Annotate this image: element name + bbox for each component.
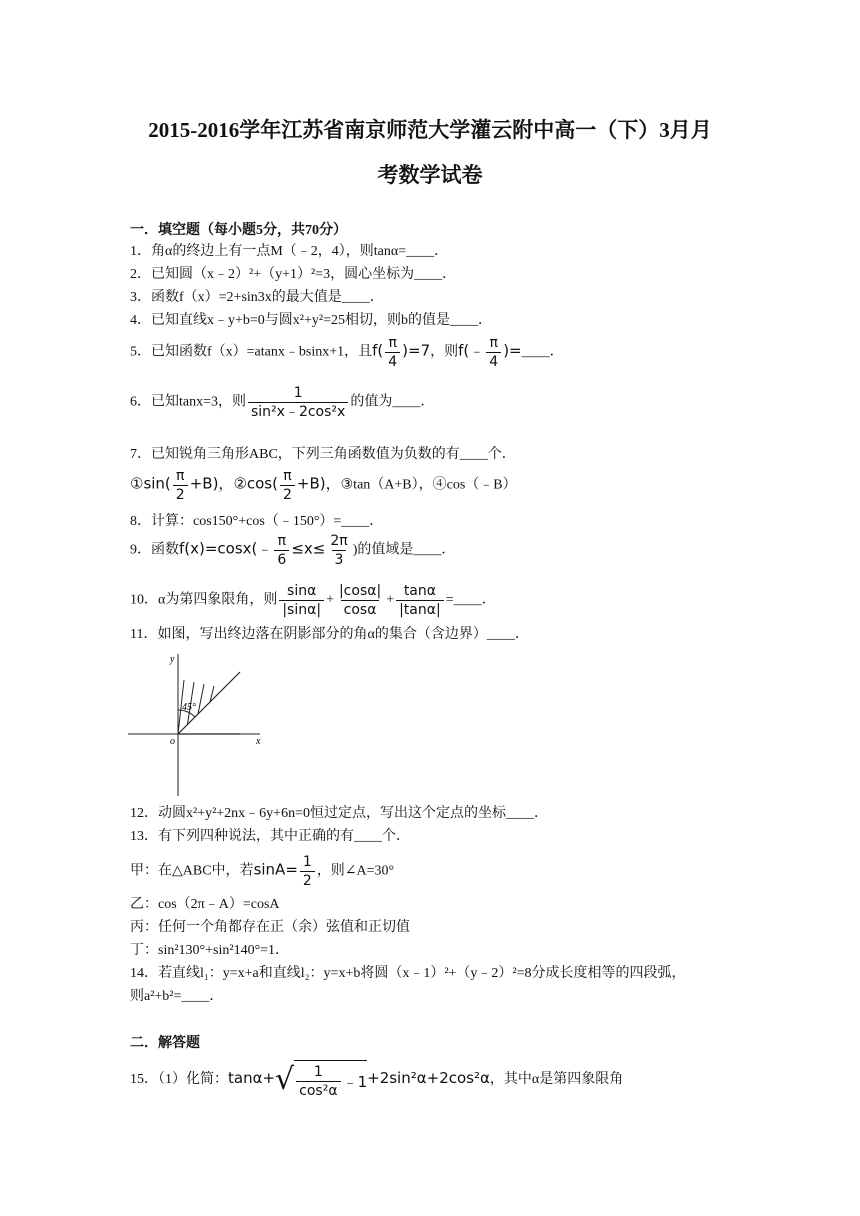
q7-two-1: 2 (173, 485, 188, 504)
origin-label: o (170, 736, 175, 747)
q5-four-2: 4 (486, 352, 501, 371)
q7-frac-2 (280, 467, 295, 504)
question-15 (130, 1060, 623, 1100)
q9-pi: π (277, 533, 287, 549)
q7-item2-pre: ②cos( (233, 474, 278, 493)
q9-twopi: 2π (330, 533, 348, 549)
q15-suffix: ，其中α是第四象限角 (489, 1072, 624, 1088)
question-10 (130, 582, 496, 619)
section-fill-in-heading: 一．填空题（每小题5分，共70分） (130, 223, 347, 238)
q5-four: 4 (385, 352, 400, 371)
question-3: 3．函数f（x）=2+sin3x的最大值是____． (130, 290, 384, 305)
q6-den: sin²x﹣2cos²x (248, 402, 348, 421)
q9-le: ≤x≤ (291, 539, 326, 558)
q10-t1d: |sinα| (279, 600, 324, 619)
sqrt-symbol: √ (275, 1062, 295, 1097)
y-axis-label: y (170, 654, 175, 665)
question-12: 12．动圆x²+y²+2nx﹣6y+6n=0恒过定点，写出这个定点的坐标____． (130, 806, 548, 821)
question-7: 7．已知锐角三角形ABC，下列三角函数值为负数的有____个． (130, 447, 516, 462)
exam-title-line1: 2015-2016学年江苏省南京师范大学灌云附中高一（下）3月月 (148, 118, 712, 142)
q13-jia-num: 1 (302, 854, 312, 870)
angle-label: 45° (182, 702, 196, 713)
q9-frac-1 (274, 532, 289, 569)
exam-title-line2: 考数学试卷 (377, 163, 483, 187)
question-6 (130, 384, 434, 421)
question-5 (130, 334, 564, 371)
q5-prefix: 5．已知函数f（x）=atanx﹣bsinx+1，且 (130, 344, 373, 360)
q6-prefix: 6．已知tanx=3，则 (130, 394, 246, 410)
q6-suffix: 的值为____． (350, 394, 435, 410)
q10-t1n: sinα (287, 583, 317, 599)
question-13: 13．有下列四种说法，其中正确的有____个． (130, 829, 410, 844)
q15-num: 1 (313, 1064, 323, 1080)
q9-prefix: 9．函数 (130, 542, 179, 558)
question-4: 4．已知直线x﹣y+b=0与圆x²+y²=25相切，则b的值是____． (130, 313, 492, 328)
angle-figure (128, 650, 268, 798)
q15-sqrt (275, 1060, 367, 1100)
q9-frac-2 (327, 532, 350, 569)
q5-frac-2 (486, 334, 501, 371)
q7-two-2: 2 (280, 485, 295, 504)
q10-suffix: =____． (445, 592, 496, 608)
q15-rest: +2sin²α+2cos²α (367, 1069, 490, 1088)
question-7-items (130, 467, 517, 504)
section-answer-heading: 二．解答题 (130, 1036, 200, 1051)
q10-t3d: |tanα| (396, 600, 444, 619)
q7-frac-1 (173, 467, 188, 504)
q7-pi-1: π (176, 468, 185, 484)
q6-num: 1 (293, 385, 303, 401)
q10-frac-2 (336, 582, 384, 619)
q6-frac (248, 384, 348, 421)
q5-suffix: ____． (521, 344, 564, 360)
q15-sqrt-inner (294, 1060, 367, 1100)
q9-suffix: )的值域是____． (352, 542, 456, 558)
x-axis-label: x (256, 736, 261, 747)
q7-item1-post: +B)， (189, 474, 234, 493)
question-13-bing: 丙：任何一个角都存在正（余）弦值和正切值 (130, 920, 410, 935)
q5-pi-2: π (489, 335, 498, 351)
q13-jia-post: ，则∠A=30° (316, 863, 395, 879)
q7-rest: ③tan（A+B），④cos（﹣B） (340, 477, 517, 493)
q15-den: cos²α (296, 1081, 340, 1100)
q5-frac-1 (385, 334, 400, 371)
question-11: 11．如图，写出终边落在阴影部分的角α的集合（含边界）____． (130, 627, 529, 642)
question-13-jia (130, 853, 394, 890)
question-1: 1．角α的终边上有一点M（﹣2，4），则tanα=____． (130, 244, 449, 259)
q13-jia-sin: sinA= (253, 860, 298, 879)
question-9 (130, 532, 455, 569)
q5-f: f( (372, 341, 384, 360)
question-13-ding: 丁：sin²130°+sin²140°=1． (130, 943, 290, 958)
q13-jia-frac (300, 853, 315, 890)
q7-item2-post: +B)， (296, 474, 341, 493)
question-2: 2．已知圆（x﹣2）²+（y+1）²=3，圆心坐标为____． (130, 267, 457, 282)
q13-jia-pre: 甲：在△ABC中，若 (130, 863, 254, 879)
q13-jia-den: 2 (300, 871, 315, 890)
q10-t3n: tanα (403, 583, 436, 599)
q15-tan: tanα+ (228, 1069, 276, 1088)
q10-t2d: cosα (341, 600, 380, 619)
q10-frac-3 (396, 582, 444, 619)
q15-prefix: 15．（1）化简： (130, 1072, 228, 1088)
question-14-line2: 则a²+b²=____． (130, 989, 224, 1004)
question-8: 8．计算：cos150°+cos（﹣150°）=____． (130, 514, 384, 529)
q5-eq: )= (503, 341, 522, 360)
q10-frac-1 (279, 582, 324, 619)
q5-mid: ，则 (430, 344, 459, 360)
q15-minus1: ﹣1 (342, 1072, 368, 1091)
q9-three: 3 (332, 550, 347, 569)
q5-pi: π (388, 335, 397, 351)
q5-eq7: )=7 (402, 341, 431, 360)
q10-plus-2: + (386, 592, 395, 608)
q5-f2: f(﹣ (458, 341, 485, 360)
q10-prefix: 10．α为第四象限角，则 (130, 592, 278, 608)
question-13-yi: 乙：cos（2π﹣A）=cosA (130, 897, 280, 912)
q7-pi-2: π (283, 468, 292, 484)
q9-six: 6 (274, 550, 289, 569)
q15-frac (296, 1063, 340, 1100)
q7-item1-pre: ①sin( (130, 474, 171, 493)
q9-func: f(x)=cosx(﹣ (179, 539, 273, 558)
q10-t2n: |cosα| (338, 583, 382, 599)
q10-plus-1: + (326, 592, 334, 608)
question-14-line1: 14．若直线l₁：y=x+a和直线l₂：y=x+b将圆（x﹣1）²+（y﹣2）²=8分成长度相等的四段弧， (130, 966, 686, 981)
